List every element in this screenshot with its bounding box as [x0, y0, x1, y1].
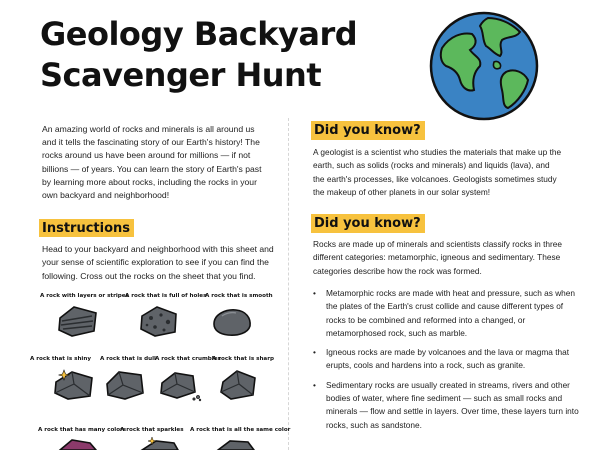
intro-paragraph: An amazing world of rocks and minerals is all around us and it tells the fascinating story of our Earth's history! The rocks around us have been around for millions — if not billions — of years. You can learn the story of Earth's past by learning more about rocks, including the rocks in your own backyard and neighborhood! [42, 124, 262, 201]
rock-label-same-color: A rock that is all the same color [190, 427, 291, 433]
rock-label-dull: A rock that is dull [100, 356, 156, 362]
rock-label-crumbles: A rock that crumbles [155, 356, 221, 362]
rock-label-many-colors: A rock that has many colors [38, 427, 127, 433]
did-you-know-body-1: A geologist is a scientist who studies the materials that make up the earth, such as solids (rocks and minerals) and liquids (lava), and the earth's processes, like volcanoes. Geologists sometimes study the makeup of other planets in our solar system! [313, 147, 562, 197]
page-title [40, 14, 370, 96]
list-item-igneous: • Igneous rocks are made by volcanoes and the lava or magma that erupts, cools and hardens into a rock, such as granite. [313, 346, 581, 373]
rock-icon[interactable] [50, 368, 98, 402]
instructions-heading: Instructions [39, 219, 134, 237]
did-you-know-heading-1: Did you know? [311, 121, 425, 140]
did-you-know-body-2: Rocks are made up of minerals and scientists classify rocks in three different categories: metamorphic, igneous and sedimentary. These categories describe how the rock was formed. [313, 239, 563, 276]
rock-icon[interactable] [138, 437, 182, 450]
rock-icon[interactable] [157, 368, 203, 402]
rock-label-holes: A rock that is full of holes [125, 293, 207, 299]
rock-label-smooth: A rock that is smooth [205, 293, 273, 299]
rock-icon[interactable] [210, 306, 254, 338]
rock-icon[interactable] [56, 304, 100, 338]
list-item-metamorphic: • Metamorphic rocks are made with heat and pressure, such as when the plates of the Earth's crust collide and cause different types of rocks to be combined and reformed into a changed, or metamorphosed rock, such as marble. [313, 287, 581, 340]
list-item-sedimentary: • Sedimentary rocks are usually created in streams, rivers and other bodies of water, where fine sediment — such as small rocks and minerals — flow and settle in layers. Over time, these layers turn into rocks, such as sandstone. [313, 379, 581, 432]
rock-icon[interactable] [137, 304, 181, 338]
instructions-body: Head to your backyard and neighborhood with this sheet and your sense of scientific exploration to see if you can find the following. Cross out the rocks on the sheet that you find. [42, 244, 274, 281]
rock-label-sparkles: A rock that sparkles [120, 427, 184, 433]
column-divider [288, 118, 289, 450]
rock-label-layers: A rock with layers or stripes [40, 293, 129, 299]
title-line-2: Scavenger Hunt [40, 56, 322, 94]
did-you-know-heading-2: Did you know? [311, 214, 425, 233]
rock-icon[interactable] [217, 368, 261, 402]
rock-label-sharp: A rock that is sharp [212, 356, 274, 362]
globe-icon [428, 10, 540, 122]
rock-label-shiny: A rock that is shiny [30, 356, 91, 362]
title-line-1: Geology Backyard [40, 15, 358, 53]
rock-icon[interactable] [56, 438, 100, 450]
rock-types-list [313, 287, 581, 438]
rock-icon[interactable] [103, 368, 147, 402]
rock-icon[interactable] [214, 438, 258, 450]
